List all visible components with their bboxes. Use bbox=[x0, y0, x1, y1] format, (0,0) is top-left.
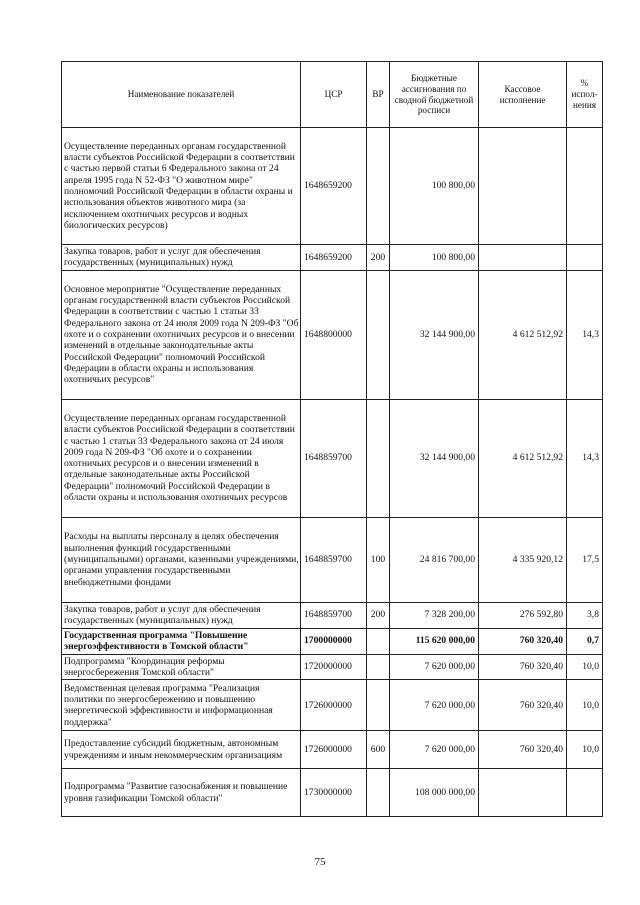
cell-percent: 10,0 bbox=[567, 731, 603, 769]
table-row bbox=[62, 769, 603, 817]
cell-name: Государственная программа "Повышение энергоэффективности в Томской области" bbox=[62, 628, 301, 654]
table-row bbox=[62, 731, 603, 769]
cell-name: Закупка товаров, работ и услуг для обеспечения государственных (муниципальных) нужд bbox=[62, 602, 301, 628]
cell-percent: 10,0 bbox=[567, 680, 603, 731]
table-row bbox=[62, 654, 603, 680]
cell-cash: 760 320,40 bbox=[479, 654, 567, 680]
cell-percent: 17,5 bbox=[567, 517, 603, 602]
cell-cash: 760 320,40 bbox=[479, 680, 567, 731]
cell-budget: 7 620 000,00 bbox=[390, 680, 479, 731]
cell-csr: 1726000000 bbox=[301, 680, 367, 731]
cell-csr: 1648859700 bbox=[301, 602, 367, 628]
cell-csr: 1648659200 bbox=[301, 128, 367, 245]
cell-percent bbox=[567, 245, 603, 271]
cell-csr: 1726000000 bbox=[301, 731, 367, 769]
cell-vr bbox=[367, 399, 390, 517]
cell-name: Подпрограмма "Координация реформы энергосбережения Томской области" bbox=[62, 654, 301, 680]
cell-name: Закупка товаров, работ и услуг для обеспечения государственных (муниципальных) нужд bbox=[62, 245, 301, 271]
table-row bbox=[62, 128, 603, 245]
header-csr: ЦСР bbox=[301, 62, 367, 128]
table-row bbox=[62, 628, 603, 654]
cell-budget: 100 800,00 bbox=[390, 128, 479, 245]
table-row bbox=[62, 680, 603, 731]
cell-budget: 32 144 900,00 bbox=[390, 270, 479, 399]
cell-vr bbox=[367, 270, 390, 399]
cell-name: Расходы на выплаты персоналу в целях обеспечения выполнения функций государственными (муниципальными) органами, казенными учреждениями, органами управления государственными внебюджетными фондами bbox=[62, 517, 301, 602]
cell-percent: 10,0 bbox=[567, 654, 603, 680]
cell-budget: 32 144 900,00 bbox=[390, 399, 479, 517]
cell-percent: 14,3 bbox=[567, 399, 603, 517]
cell-cash: 760 320,40 bbox=[479, 628, 567, 654]
cell-percent bbox=[567, 769, 603, 817]
cell-budget: 7 620 000,00 bbox=[390, 654, 479, 680]
page-number: 75 bbox=[314, 856, 326, 868]
cell-csr: 1648859700 bbox=[301, 517, 367, 602]
cell-vr bbox=[367, 654, 390, 680]
cell-csr: 1720000000 bbox=[301, 654, 367, 680]
cell-budget: 115 620 000,00 bbox=[390, 628, 479, 654]
cell-vr: 100 bbox=[367, 517, 390, 602]
table-row bbox=[62, 245, 603, 271]
budget-table bbox=[61, 61, 603, 817]
cell-name: Осуществление переданных органам государственной власти субъектов Российской Федерации в соответствии с частью первой статьи 6 Федерального закона от 24 апреля 1995 года N 52-ФЗ "О животном мире" полномочий Российской Федерации в области охраны и использования объектов животного мира (за исключением охотничьих ресурсов и водных биологических ресурсов) bbox=[62, 128, 301, 245]
cell-name: Подпрограмма "Развитие газоснабжения и повышение уровня газификации Томской области" bbox=[62, 769, 301, 817]
cell-name: Основное мероприятие "Осуществление переданных органам государственной власти субъектов Российской Федерации в соответствии с частью 1 статьи 33 Федерального закона от 24 июля 2009 года N 209-ФЗ "Об охоте и о сохранении охотничьих ресурсов и о внесении изменений в отдельные законодательные акты Российской Федерации" полномочий Российской Федерации в области охраны и использования охотничьих ресурсов" bbox=[62, 270, 301, 399]
table-row bbox=[62, 270, 603, 399]
cell-percent: 14,3 bbox=[567, 270, 603, 399]
header-cash: Кассовое исполнение bbox=[479, 62, 567, 128]
cell-name: Предоставление субсидий бюджетным, автономным учреждениям и иным некоммерческим организациям bbox=[62, 731, 301, 769]
cell-csr: 1648859700 bbox=[301, 399, 367, 517]
header-name: Наименование показателей bbox=[62, 62, 301, 128]
cell-csr: 1730000000 bbox=[301, 769, 367, 817]
cell-budget: 7 620 000,00 bbox=[390, 731, 479, 769]
cell-vr bbox=[367, 128, 390, 245]
cell-vr: 200 bbox=[367, 245, 390, 271]
cell-csr: 1700000000 bbox=[301, 628, 367, 654]
cell-cash bbox=[479, 769, 567, 817]
cell-vr bbox=[367, 769, 390, 817]
table-row bbox=[62, 517, 603, 602]
cell-csr: 1648800000 bbox=[301, 270, 367, 399]
cell-percent bbox=[567, 128, 603, 245]
cell-csr: 1648659200 bbox=[301, 245, 367, 271]
table-row bbox=[62, 602, 603, 628]
cell-cash: 4 335 920,12 bbox=[479, 517, 567, 602]
cell-budget: 24 816 700,00 bbox=[390, 517, 479, 602]
cell-percent: 0,7 bbox=[567, 628, 603, 654]
cell-budget: 100 800,00 bbox=[390, 245, 479, 271]
cell-budget: 7 328 200,00 bbox=[390, 602, 479, 628]
cell-cash: 4 612 512,92 bbox=[479, 399, 567, 517]
cell-vr bbox=[367, 680, 390, 731]
cell-vr: 600 bbox=[367, 731, 390, 769]
cell-vr bbox=[367, 628, 390, 654]
header-vr: ВР bbox=[367, 62, 390, 128]
header-row bbox=[62, 62, 603, 128]
cell-cash: 760 320,40 bbox=[479, 731, 567, 769]
cell-name: Ведомственная целевая программа "Реализация политики по энергосбережению и повышению энергетической эффективности и информационная поддержка" bbox=[62, 680, 301, 731]
cell-vr: 200 bbox=[367, 602, 390, 628]
cell-cash: 4 612 512,92 bbox=[479, 270, 567, 399]
header-budget: Бюджетные ассигнования по сводной бюджетной росписи bbox=[390, 62, 479, 128]
cell-cash bbox=[479, 245, 567, 271]
cell-budget: 108 000 000,00 bbox=[390, 769, 479, 817]
cell-name: Осуществление переданных органам государственной власти субъектов Российской Федерации в соответствии с частью 1 статьи 33 Федерального закона от 24 июля 2009 года N 209-ФЗ "Об охоте и о сохранении охотничьих ресурсов и о внесении изменений в отдельные законодательные акты Российской Федерации" полномочий Российской Федерации в области охраны и использования охотничьих ресурсов bbox=[62, 399, 301, 517]
header-percent: % испол-нения bbox=[567, 62, 603, 128]
table-row bbox=[62, 399, 603, 517]
cell-cash: 276 592,80 bbox=[479, 602, 567, 628]
cell-cash bbox=[479, 128, 567, 245]
cell-percent: 3,8 bbox=[567, 602, 603, 628]
